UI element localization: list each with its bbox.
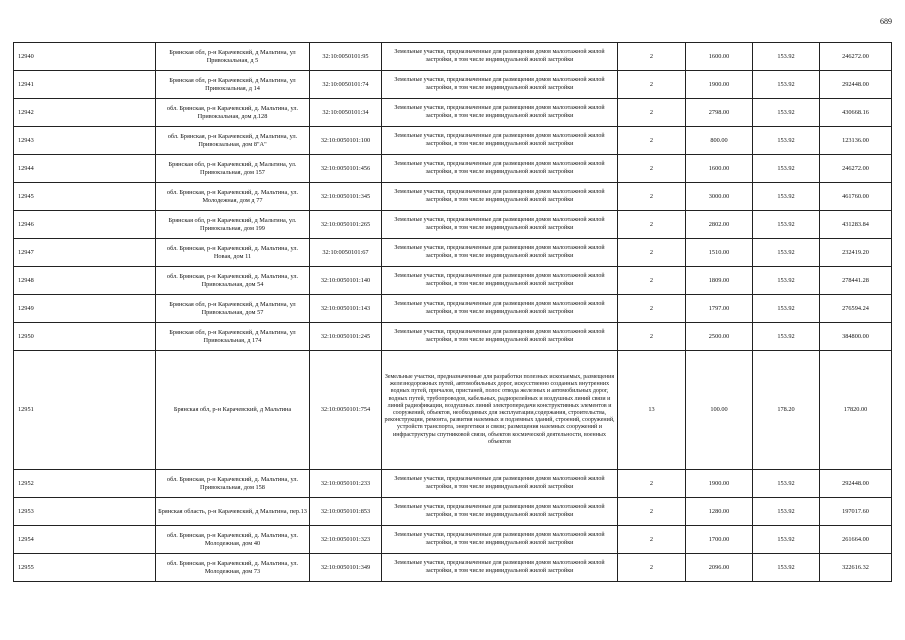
cadastral-value-cell: 430668.16 <box>820 99 892 127</box>
cadastral-number-cell: 32:10:0050101:34 <box>310 99 382 127</box>
table-row <box>14 267 892 295</box>
land-use-description-cell: Земельные участки, предназначенные для размещения домов малоэтажной жилой застройки, в том числе индивидуальной жилой застройки <box>382 71 618 99</box>
group-code-cell: 2 <box>618 498 686 526</box>
land-use-description-cell: Земельные участки, предназначенные для размещения домов малоэтажной жилой застройки, в том числе индивидуальной жилой застройки <box>382 211 618 239</box>
cadastral-number-cell: 32:10:0050101:853 <box>310 498 382 526</box>
land-use-description-cell: Земельные участки, предназначенные для размещения домов малоэтажной жилой застройки, в том числе индивидуальной жилой застройки <box>382 267 618 295</box>
cadastral-number-cell: 32:10:0050101:140 <box>310 267 382 295</box>
specific-value-cell: 153.92 <box>753 211 820 239</box>
table-row <box>14 127 892 155</box>
cadastral-value-cell: 246272.00 <box>820 155 892 183</box>
row-number-cell: 12947 <box>14 239 156 267</box>
land-use-description-cell: Земельные участки, предназначенные для размещения домов малоэтажной жилой застройки, в том числе индивидуальной жилой застройки <box>382 554 618 582</box>
land-use-description-cell: Земельные участки, предназначенные для размещения домов малоэтажной жилой застройки, в том числе индивидуальной жилой застройки <box>382 99 618 127</box>
table-row <box>14 43 892 71</box>
address-cell: Брянская обл, р-н Карачевский, д Мальтина, ул Привокзальная, дом 57 <box>156 295 310 323</box>
row-number-cell: 12943 <box>14 127 156 155</box>
specific-value-cell: 153.92 <box>753 43 820 71</box>
row-number-cell: 12946 <box>14 211 156 239</box>
specific-value-cell: 178.20 <box>753 351 820 470</box>
area-cell: 2802.00 <box>686 211 753 239</box>
area-cell: 1510.00 <box>686 239 753 267</box>
specific-value-cell: 153.92 <box>753 526 820 554</box>
address-cell: обл. Брянская, р-н Карачевский, д. Мальтина, ул. Привокзальная, дом 158 <box>156 470 310 498</box>
group-code-cell: 2 <box>618 239 686 267</box>
table-row <box>14 183 892 211</box>
group-code-cell: 2 <box>618 183 686 211</box>
group-code-cell: 2 <box>618 526 686 554</box>
address-cell: Брянская область, р-н Карачевский, д Мальтина, пер.13 <box>156 498 310 526</box>
group-code-cell: 2 <box>618 267 686 295</box>
cadastral-number-cell: 32:10:0050101:100 <box>310 127 382 155</box>
cadastral-value-cell: 197017.60 <box>820 498 892 526</box>
specific-value-cell: 153.92 <box>753 323 820 351</box>
address-cell: обл. Брянская, р-н Карачевский, д Мальтина, ул. Привокзальная, дом 8"А" <box>156 127 310 155</box>
area-cell: 1900.00 <box>686 470 753 498</box>
cadastral-value-cell: 261664.00 <box>820 526 892 554</box>
row-number-cell: 12941 <box>14 71 156 99</box>
address-cell: обл. Брянская, р-н Карачевский, д. Мальтина, ул. Молодежная, дом 40 <box>156 526 310 554</box>
group-code-cell: 2 <box>618 155 686 183</box>
specific-value-cell: 153.92 <box>753 155 820 183</box>
specific-value-cell: 153.92 <box>753 554 820 582</box>
row-number-cell: 12944 <box>14 155 156 183</box>
table-row <box>14 71 892 99</box>
row-number-cell: 12940 <box>14 43 156 71</box>
area-cell: 1700.00 <box>686 526 753 554</box>
table-row <box>14 211 892 239</box>
address-cell: Брянская обл, р-н Карачевский, д Мальтина, ул. Привокзальная, дом 199 <box>156 211 310 239</box>
cadastral-value-cell: 276594.24 <box>820 295 892 323</box>
row-number-cell: 12942 <box>14 99 156 127</box>
cadastral-value-cell: 278441.28 <box>820 267 892 295</box>
specific-value-cell: 153.92 <box>753 71 820 99</box>
group-code-cell: 2 <box>618 554 686 582</box>
land-use-description-cell: Земельные участки, предназначенные для размещения домов малоэтажной жилой застройки, в том числе индивидуальной жилой застройки <box>382 155 618 183</box>
cadastral-number-cell: 32:10:0050101:74 <box>310 71 382 99</box>
land-use-description-cell: Земельные участки, предназначенные для размещения домов малоэтажной жилой застройки, в том числе индивидуальной жилой застройки <box>382 526 618 554</box>
cadastral-number-cell: 32:10:0050101:265 <box>310 211 382 239</box>
cadastral-value-cell: 123136.00 <box>820 127 892 155</box>
cadastral-number-cell: 32:10:0050101:143 <box>310 295 382 323</box>
cadastral-value-cell: 246272.00 <box>820 43 892 71</box>
row-number-cell: 12945 <box>14 183 156 211</box>
group-code-cell: 2 <box>618 71 686 99</box>
cadastral-value-cell: 17820.00 <box>820 351 892 470</box>
area-cell: 2798.00 <box>686 99 753 127</box>
address-cell: обл. Брянская, р-н Карачевский, д. Мальтина, ул. Привокзальная, дом 54 <box>156 267 310 295</box>
table-row <box>14 526 892 554</box>
address-cell: обл. Брянская, р-н Карачевский, д. Мальтина, ул. Молодежная, дом д 77 <box>156 183 310 211</box>
row-number-cell: 12954 <box>14 526 156 554</box>
row-number-cell: 12948 <box>14 267 156 295</box>
cadastral-value-cell: 322616.32 <box>820 554 892 582</box>
specific-value-cell: 153.92 <box>753 267 820 295</box>
area-cell: 1809.00 <box>686 267 753 295</box>
address-cell: Брянская обл, р-н Карачевский, д Мальтина, ул. Привокзальная, дом 157 <box>156 155 310 183</box>
area-cell: 800.00 <box>686 127 753 155</box>
specific-value-cell: 153.92 <box>753 295 820 323</box>
address-cell: обл. Брянская, р-н Карачевский, д. Мальтина, ул. Молодежная, дом 73 <box>156 554 310 582</box>
table-row <box>14 470 892 498</box>
area-cell: 1900.00 <box>686 71 753 99</box>
group-code-cell: 2 <box>618 99 686 127</box>
table-row <box>14 351 892 470</box>
area-cell: 3000.00 <box>686 183 753 211</box>
cadastral-number-cell: 32:10:0050101:233 <box>310 470 382 498</box>
address-cell: обл. Брянская, р-н Карачевский, д. Мальтина, ул. Привокзальная, дом д.128 <box>156 99 310 127</box>
specific-value-cell: 153.92 <box>753 183 820 211</box>
specific-value-cell: 153.92 <box>753 498 820 526</box>
address-cell: Брянская обл, р-н Карачевский, д Мальтина, ул Привокзальная, д 14 <box>156 71 310 99</box>
cadastral-value-cell: 232419.20 <box>820 239 892 267</box>
cadastral-number-cell: 32:10:0050101:323 <box>310 526 382 554</box>
cadastral-number-cell: 32:10:0050101:345 <box>310 183 382 211</box>
row-number-cell: 12950 <box>14 323 156 351</box>
table-body <box>14 43 892 582</box>
table-row <box>14 323 892 351</box>
cadastral-value-cell: 292448.00 <box>820 470 892 498</box>
page-number: 689 <box>880 17 892 26</box>
group-code-cell: 2 <box>618 127 686 155</box>
table-row <box>14 239 892 267</box>
table-row <box>14 155 892 183</box>
table-row <box>14 554 892 582</box>
cadastral-number-cell: 32:10:0050101:95 <box>310 43 382 71</box>
land-use-description-cell: Земельные участки, предназначенные для размещения домов малоэтажной жилой застройки, в том числе индивидуальной жилой застройки <box>382 183 618 211</box>
land-use-description-cell: Земельные участки, предназначенные для размещения домов малоэтажной жилой застройки, в том числе индивидуальной жилой застройки <box>382 323 618 351</box>
land-use-description-cell: Земельные участки, предназначенные для размещения домов малоэтажной жилой застройки, в том числе индивидуальной жилой застройки <box>382 127 618 155</box>
group-code-cell: 13 <box>618 351 686 470</box>
area-cell: 1280.00 <box>686 498 753 526</box>
cadastral-value-cell: 461760.00 <box>820 183 892 211</box>
area-cell: 2500.00 <box>686 323 753 351</box>
land-use-description-cell: Земельные участки, предназначенные для размещения домов малоэтажной жилой застройки, в том числе индивидуальной жилой застройки <box>382 239 618 267</box>
row-number-cell: 12952 <box>14 470 156 498</box>
row-number-cell: 12951 <box>14 351 156 470</box>
table-row <box>14 99 892 127</box>
land-use-description-cell: Земельные участки, предназначенные для размещения домов малоэтажной жилой застройки, в том числе индивидуальной жилой застройки <box>382 470 618 498</box>
specific-value-cell: 153.92 <box>753 470 820 498</box>
group-code-cell: 2 <box>618 43 686 71</box>
cadastral-number-cell: 32:10:0050101:754 <box>310 351 382 470</box>
area-cell: 1600.00 <box>686 43 753 71</box>
specific-value-cell: 153.92 <box>753 127 820 155</box>
land-use-description-cell: Земельные участки, предназначенные для размещения домов малоэтажной жилой застройки, в том числе индивидуальной жилой застройки <box>382 498 618 526</box>
cadastral-number-cell: 32:10:0050101:349 <box>310 554 382 582</box>
cadastral-number-cell: 32:10:0050101:456 <box>310 155 382 183</box>
specific-value-cell: 153.92 <box>753 239 820 267</box>
area-cell: 1600.00 <box>686 155 753 183</box>
cadastral-number-cell: 32:10:0050101:245 <box>310 323 382 351</box>
row-number-cell: 12949 <box>14 295 156 323</box>
cadastral-number-cell: 32:10:0050101:67 <box>310 239 382 267</box>
specific-value-cell: 153.92 <box>753 99 820 127</box>
group-code-cell: 2 <box>618 470 686 498</box>
land-use-description-cell: Земельные участки, предназначенные для разработки полезных ископаемых, размещения железнодорожных путей, автомобильных дорог, искусственно созданных внутренних водных путей, причалов, пристаней, полос отвода железных и автомобильных дорог, водных путей, трубопроводов, кабельных, радиорелейных и воздушных линий связи и линий радиофикации, воздушных линий электропередачи конструктивных элементов и сооружений, объектов, необходимых для эксплуатации,содержания, строительства, реконструкции, ремонта, развития наземных и подземных зданий, строений, сооружений, устройств транспорта, энергетики и связи; размещения наземных сооружений и инфраструктуры спутниковой связи, объектов космической деятельности, военных объектов <box>382 351 618 470</box>
group-code-cell: 2 <box>618 323 686 351</box>
address-cell: Брянская обл, р-н Карачевский, д Мальтина, ул Привокзальная, д 5 <box>156 43 310 71</box>
area-cell: 100.00 <box>686 351 753 470</box>
table-row <box>14 498 892 526</box>
cadastral-value-cell: 431283.84 <box>820 211 892 239</box>
row-number-cell: 12953 <box>14 498 156 526</box>
address-cell: обл. Брянская, р-н Карачевский, д. Мальтина, ул. Новая, дом 11 <box>156 239 310 267</box>
area-cell: 1797.00 <box>686 295 753 323</box>
land-use-description-cell: Земельные участки, предназначенные для размещения домов малоэтажной жилой застройки, в том числе индивидуальной жилой застройки <box>382 295 618 323</box>
address-cell: Брянская обл, р-н Карачевский, д Мальтина, ул Привокзальная, д 174 <box>156 323 310 351</box>
table-row <box>14 295 892 323</box>
area-cell: 2096.00 <box>686 554 753 582</box>
cadastral-value-cell: 292448.00 <box>820 71 892 99</box>
row-number-cell: 12955 <box>14 554 156 582</box>
cadastral-value-cell: 384800.00 <box>820 323 892 351</box>
group-code-cell: 2 <box>618 211 686 239</box>
cadastral-value-table <box>13 42 892 582</box>
address-cell: Брянская обл, р-н Карачевский, д Мальтина <box>156 351 310 470</box>
group-code-cell: 2 <box>618 295 686 323</box>
land-use-description-cell: Земельные участки, предназначенные для размещения домов малоэтажной жилой застройки, в том числе индивидуальной жилой застройки <box>382 43 618 71</box>
